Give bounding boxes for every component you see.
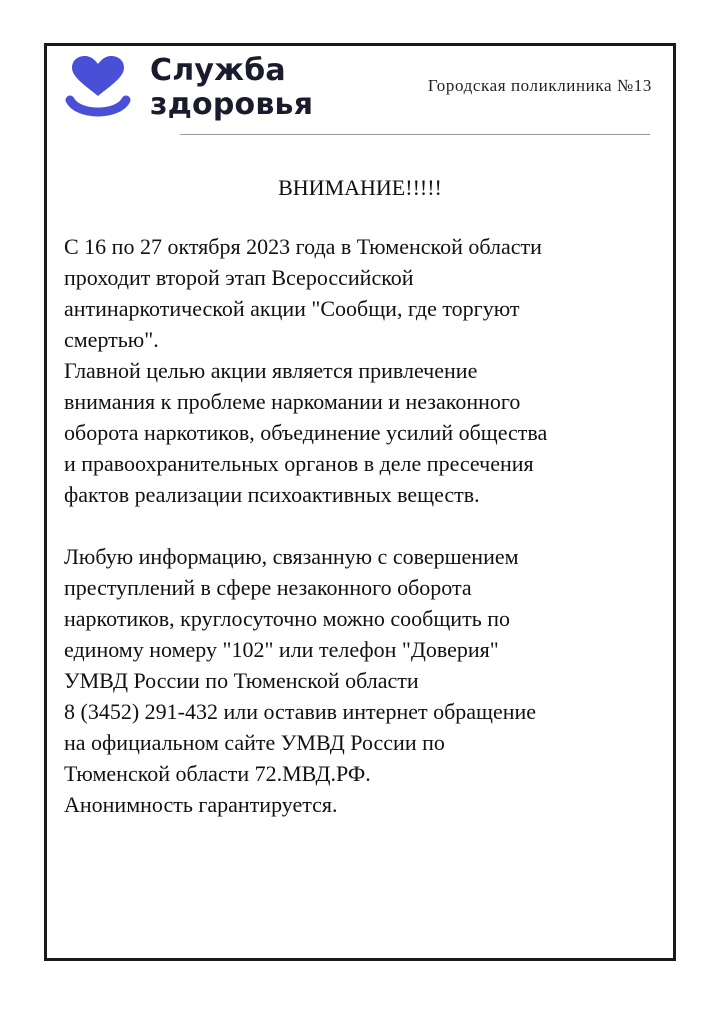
website-line: Тюменской области 72.МВД.РФ.: [64, 761, 371, 786]
text-line: антинаркотической акции "Сообщи, где торгуют: [64, 296, 520, 321]
text-line: УМВД России по Тюменской области: [64, 668, 419, 693]
text-line: фактов реализации психоактивных веществ.: [64, 482, 480, 507]
attention-heading: ВНИМАНИЕ!!!!!: [278, 175, 442, 200]
text-line: единому номеру "102" или телефон "Доверия": [64, 637, 499, 662]
service-logo: [64, 53, 344, 130]
text-line: С 16 по 27 октября 2023 года в Тюменской области: [64, 234, 542, 259]
paragraph-campaign: [64, 231, 664, 510]
logo-line-2: здоровья: [150, 87, 314, 122]
text-line: и правоохранительных органов в деле пресечения: [64, 451, 534, 476]
logo-wordmark: [150, 54, 313, 122]
text-line: внимания к проблеме наркомании и незаконного: [64, 389, 521, 414]
logo-line-1: Служба: [150, 53, 286, 88]
text-line: оборота наркотиков, объединение усилий общества: [64, 420, 548, 445]
text-line: проходит второй этап Всероссийской: [64, 265, 414, 290]
text-line: преступлений в сфере незаконного оборота: [64, 575, 472, 600]
header-divider: [180, 134, 650, 135]
clinic-name: Городская поликлиника №13: [427, 76, 652, 95]
paragraph-contacts: [64, 541, 664, 820]
text-line: Любую информацию, связанную с совершением: [64, 544, 519, 569]
text-line: наркотиков, круглосуточно можно сообщить по: [64, 606, 511, 631]
paragraph-gap: [64, 510, 664, 541]
text-line: на официальном сайте УМВД России по: [64, 730, 445, 755]
phone-line: 8 (3452) 291-432 или оставив интернет обращение: [64, 699, 537, 724]
text-line: Главной целью акции является привлечение: [64, 358, 478, 383]
text-line: Анонимность гарантируется.: [64, 792, 338, 817]
text-line: смертью".: [64, 327, 159, 352]
notice-body: [64, 231, 664, 820]
heart-smile-icon: [64, 56, 132, 124]
